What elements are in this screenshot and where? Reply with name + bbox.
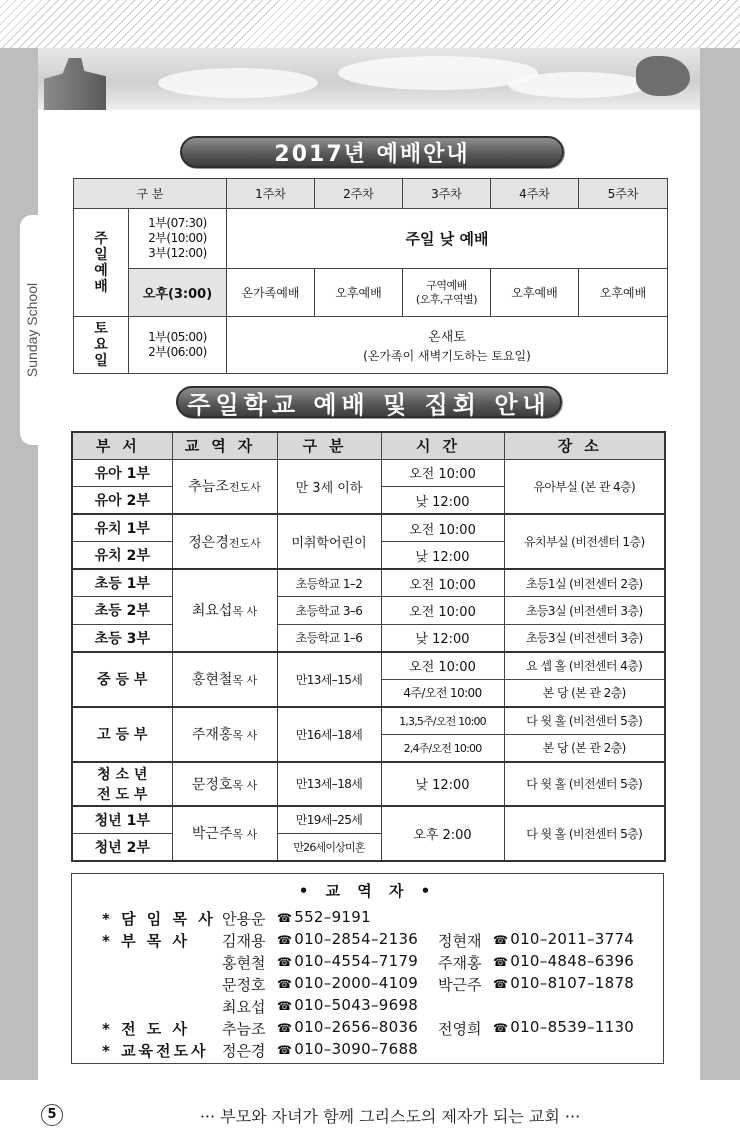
header-banner xyxy=(38,48,700,110)
dept-cell: 유치 1부 xyxy=(72,514,172,542)
school-section-title: 주일학교 예배 및 집회 안내 xyxy=(176,386,562,418)
time-line: 1부(05:00) xyxy=(148,330,207,344)
sunday-school-table xyxy=(71,431,666,862)
staff-phone xyxy=(493,974,634,992)
place-cell: 다 윗 홀 (비전센터 5층) xyxy=(504,806,665,861)
place-cell: 초등3실 (비전센터 3층) xyxy=(504,597,665,625)
staff-role: * 부 목 사 xyxy=(102,932,190,950)
cloud-shape xyxy=(158,68,318,98)
pastor-cell xyxy=(172,514,277,569)
table-cell: 온가족예배 xyxy=(227,269,315,317)
table-row xyxy=(72,569,665,597)
phone-number: 010–5043–9698 xyxy=(294,996,419,1014)
pastor-name: 정은경 xyxy=(188,534,229,551)
phone-number: 010–8107–1878 xyxy=(510,974,635,992)
dept-cell: 유아 2부 xyxy=(72,487,172,515)
staff-row xyxy=(72,1018,663,1039)
cat-char: 주 xyxy=(94,230,108,247)
phone-number: 010–8539–1130 xyxy=(510,1018,635,1036)
time-cell: 낮 12:00 xyxy=(381,487,504,515)
staff-phone xyxy=(493,952,634,970)
table-cell xyxy=(403,269,491,317)
table-cell: 오후예배 xyxy=(579,269,668,317)
staff-phone xyxy=(277,930,418,948)
staff-phone xyxy=(277,1040,418,1058)
phone-icon: ☎ xyxy=(277,911,293,925)
table-row xyxy=(72,806,665,834)
saturday-category xyxy=(74,317,129,374)
header-cell: 1주차 xyxy=(227,179,315,209)
staff-title: • 교 역 자 • xyxy=(298,882,437,900)
place-cell: 다 윗 홀 (비전센터 5층) xyxy=(504,707,665,735)
staff-name: 정은경 xyxy=(222,1042,266,1060)
staff-row xyxy=(72,930,663,951)
staff-name: 전영희 xyxy=(438,1020,482,1038)
time-line: 1부(07:30) xyxy=(148,216,207,230)
time-cell: 낮 12:00 xyxy=(381,624,504,652)
header-cell: 시간 xyxy=(381,432,504,459)
pastor-title: 전도사 xyxy=(228,536,261,550)
table-cell: 오후예배 xyxy=(491,269,579,317)
staff-phone xyxy=(277,1018,418,1036)
category-cell: 미취학어린이 xyxy=(277,514,381,569)
time-cell: 4주/오전 10:00 xyxy=(381,679,504,707)
cat-char: 예 xyxy=(94,262,108,279)
category-cell: 만13세–15세 xyxy=(277,652,381,707)
staff-name: 홍현철 xyxy=(222,954,266,972)
phone-number: 010–2854–2136 xyxy=(294,930,419,948)
header-cell: 구분 xyxy=(277,432,381,459)
staff-phone xyxy=(277,996,418,1014)
staff-role: * 교육전도사 xyxy=(102,1042,209,1060)
side-tab-label: Sunday School xyxy=(24,282,40,378)
pastor-name: 최요섭 xyxy=(191,603,233,620)
dept-cell: 중 등 부 xyxy=(72,652,172,707)
afternoon-label: 오후(3:00) xyxy=(129,269,227,317)
table-row xyxy=(72,762,665,806)
time-cell: 오전 10:00 xyxy=(381,459,504,487)
time-line: 3부(12:00) xyxy=(148,246,207,260)
worship-schedule-table xyxy=(73,178,668,374)
place-cell: 초등1실 (비전센터 2층) xyxy=(504,569,665,597)
dept-cell xyxy=(72,762,172,806)
staff-directory xyxy=(71,873,664,1064)
staff-role: * 전 도 사 xyxy=(102,1020,190,1038)
pastor-title: 전도사 xyxy=(228,481,261,495)
place-cell: 다 윗 홀 (비전센터 5층) xyxy=(504,762,665,806)
cat-char: 일 xyxy=(94,353,108,369)
table-row xyxy=(72,707,665,735)
time-line: 2부(06:00) xyxy=(148,345,207,359)
header-cell: 구 분 xyxy=(74,179,227,209)
dept-cell: 고 등 부 xyxy=(72,707,172,762)
staff-role: * 담 임 목 사 xyxy=(102,910,216,928)
header-cell: 5주차 xyxy=(579,179,668,209)
cell-line: (오후,구역별) xyxy=(415,292,478,306)
pastor-cell xyxy=(172,569,277,652)
staff-row xyxy=(72,952,663,973)
time-cell: 오전 10:00 xyxy=(381,569,504,597)
pastor-name: 주재홍 xyxy=(191,727,233,743)
header-cell: 2주차 xyxy=(315,179,403,209)
header-cell: 장소 xyxy=(504,432,665,459)
side-tab xyxy=(20,215,44,445)
table-cell: 오후예배 xyxy=(315,269,403,317)
staff-name: 김재용 xyxy=(222,932,266,950)
staff-name: 최요섭 xyxy=(222,998,266,1016)
table-row xyxy=(72,652,665,680)
place-cell: 초등3실 (비전센터 3층) xyxy=(504,624,665,652)
page-number: 5 xyxy=(41,1104,63,1126)
table-row xyxy=(72,514,665,542)
dept-cell: 유아 1부 xyxy=(72,459,172,487)
pastor-title: 목 사 xyxy=(232,729,258,742)
phone-number: 010–3090–7688 xyxy=(294,1040,419,1058)
time-cell: 낮 12:00 xyxy=(381,762,504,806)
map-silhouette-image xyxy=(636,56,690,96)
pastor-cell xyxy=(172,459,277,514)
pastor-name: 홍현철 xyxy=(191,672,233,688)
phone-number: 010–2011–3774 xyxy=(510,930,635,948)
staff-phone xyxy=(493,930,634,948)
cat-char: 배 xyxy=(94,278,108,295)
pastor-name: 박근주 xyxy=(191,826,233,842)
category-cell: 만19세–25세 xyxy=(277,806,381,834)
pastor-cell xyxy=(172,652,277,707)
time-cell: 오전 10:00 xyxy=(381,652,504,680)
phone-icon: ☎ xyxy=(493,977,509,991)
cat-char: 토 xyxy=(94,321,108,337)
header-cell: 부서 xyxy=(72,432,172,459)
phone-icon: ☎ xyxy=(493,955,509,969)
place-cell: 본 당 (본 관 2층) xyxy=(504,734,665,762)
category-cell: 초등학교 1–2 xyxy=(277,569,381,597)
staff-phone xyxy=(277,908,371,926)
staff-name: 박근주 xyxy=(438,976,482,994)
table-header-row xyxy=(72,432,665,459)
staff-row xyxy=(72,1040,663,1061)
time-cell: 2,4주/오전 10:00 xyxy=(381,734,504,762)
worship-section-title: 2017년 예배안내 xyxy=(180,136,564,168)
dept-cell: 유치 2부 xyxy=(72,542,172,570)
category-cell: 초등학교 1–6 xyxy=(277,624,381,652)
dept-cell: 초등 1부 xyxy=(72,569,172,597)
table-row xyxy=(72,597,665,625)
phone-icon: ☎ xyxy=(277,1021,293,1035)
phone-icon: ☎ xyxy=(277,999,293,1013)
pastor-cell xyxy=(172,762,277,806)
staff-name: 주재홍 xyxy=(438,954,482,972)
phone-icon: ☎ xyxy=(277,977,293,991)
staff-row xyxy=(72,996,663,1017)
category-cell: 초등학교 3–6 xyxy=(277,597,381,625)
phone-icon: ☎ xyxy=(493,933,509,947)
saturday-times xyxy=(129,317,227,374)
place-cell: 본 당 (본 관 2층) xyxy=(504,679,665,707)
time-line: 2부(10:00) xyxy=(148,231,207,245)
time-cell: 오전 10:00 xyxy=(381,514,504,542)
pastor-cell xyxy=(172,707,277,762)
time-cell: 오전 10:00 xyxy=(381,597,504,625)
phone-icon: ☎ xyxy=(277,955,293,969)
cat-char: 요 xyxy=(94,337,108,353)
saturday-service xyxy=(227,317,668,374)
staff-phone xyxy=(277,974,418,992)
service-name: 온새토 xyxy=(428,330,466,345)
staff-phone xyxy=(277,952,418,970)
category-cell: 만16세–18세 xyxy=(277,707,381,762)
dept-cell: 초등 2부 xyxy=(72,597,172,625)
pastor-cell xyxy=(172,806,277,861)
time-cell: 1,3,5주/오전 10:00 xyxy=(381,707,504,735)
phone-number: 010–2000–4109 xyxy=(294,974,419,992)
table-row xyxy=(72,624,665,652)
pastor-title: 목 사 xyxy=(232,674,258,687)
sunday-times xyxy=(129,209,227,269)
time-cell: 오후 2:00 xyxy=(381,806,504,861)
place-cell: 유아부실 (본 관 4층) xyxy=(504,459,665,514)
phone-icon: ☎ xyxy=(277,933,293,947)
dept-line: 청 소 년 xyxy=(97,766,148,783)
staff-name: 추늠조 xyxy=(222,1020,266,1038)
phone-icon: ☎ xyxy=(277,1043,293,1057)
sunday-day-service: 주일 낮 예배 xyxy=(227,209,668,269)
header-cell: 4주차 xyxy=(491,179,579,209)
footer-slogan: ··· 부모와 자녀가 함께 그리스도의 제자가 되는 교회 ··· xyxy=(199,1107,581,1126)
pastor-title: 목 사 xyxy=(232,778,258,792)
pastor-name: 추늠조 xyxy=(188,479,229,496)
pastor-title: 목 사 xyxy=(232,828,258,841)
staff-row xyxy=(72,974,663,995)
header-cell: 3주차 xyxy=(403,179,491,209)
table-row xyxy=(74,317,668,374)
dept-cell: 초등 3부 xyxy=(72,624,172,652)
pastor-name: 문정호 xyxy=(191,776,233,793)
category-cell: 만26세이상미혼 xyxy=(277,833,381,861)
dept-cell: 청년 1부 xyxy=(72,806,172,834)
table-row xyxy=(72,459,665,487)
category-cell: 만13세–18세 xyxy=(277,762,381,806)
table-header-row xyxy=(74,179,668,209)
dept-line: 전 도 부 xyxy=(97,786,148,803)
phone-number: 010–4848–6396 xyxy=(510,952,635,970)
dept-cell: 청년 2부 xyxy=(72,833,172,861)
sunday-category xyxy=(74,209,129,317)
header-cell: 교역자 xyxy=(172,432,277,459)
staff-name: 정현재 xyxy=(438,932,482,950)
staff-name: 안용운 xyxy=(222,910,266,928)
table-row xyxy=(74,209,668,269)
time-cell: 낮 12:00 xyxy=(381,542,504,570)
cell-line: 구역예배 xyxy=(426,278,467,292)
phone-number: 010–4554–7179 xyxy=(294,952,419,970)
phone-number: 010–2656–8036 xyxy=(294,1018,419,1036)
staff-row xyxy=(72,908,663,929)
category-cell: 만 3세 이하 xyxy=(277,459,381,514)
service-desc: (온가족이 새벽기도하는 토요일) xyxy=(363,349,531,363)
staff-name: 문정호 xyxy=(222,976,266,994)
church-building-image xyxy=(44,58,106,110)
place-cell: 유치부실 (비전센터 1층) xyxy=(504,514,665,569)
phone-icon: ☎ xyxy=(493,1021,509,1035)
pastor-title: 목 사 xyxy=(232,605,258,619)
table-row xyxy=(74,269,668,317)
hatch-pattern xyxy=(0,0,740,48)
cat-char: 일 xyxy=(94,246,108,263)
phone-number: 552–9191 xyxy=(294,908,371,926)
place-cell: 요 셉 홀 (비전센터 4층) xyxy=(504,652,665,680)
cloud-shape xyxy=(508,72,648,98)
staff-phone xyxy=(493,1018,634,1036)
